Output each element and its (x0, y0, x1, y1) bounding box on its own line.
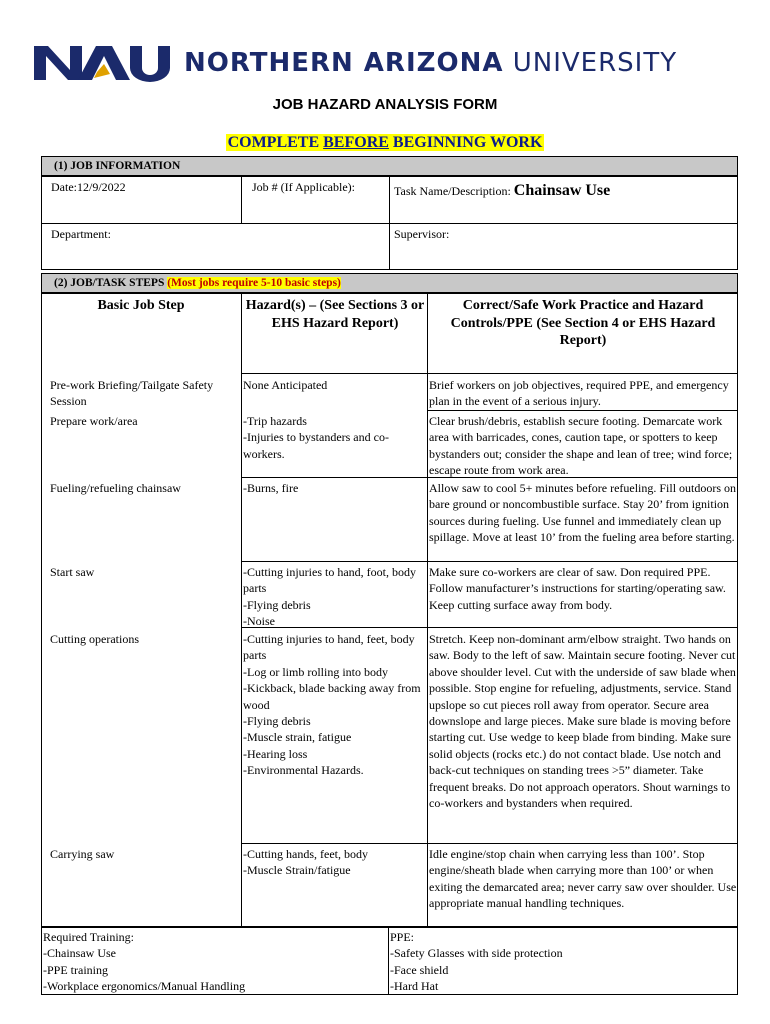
col-hazards: Hazard(s) – (See Sections 3 or EHS Hazard Report) (245, 298, 425, 331)
training-item: -Workplace ergonomics/Manual Handling (43, 979, 246, 994)
table-row-step: Fueling/refueling chainsaw (50, 481, 181, 495)
job-number-field[interactable]: Job # (If Applicable): (252, 180, 355, 194)
table-row-controls: Stretch. Keep non-dominant arm/elbow straight. Two hands on saw. Body to the left of saw. Maintain secure footing. Never cut above shoulder level. Cut with the underside of saw blade when possible. Stop engine for refueling, adjustments, service. Stand upslope so cut pieces roll away from operator. Secure area downslope and large pieces. Make sure blade is moving before starting cut. Use wedge to keep blade from binding. Make sure solid objects (rocks etc.) do not contact blade. Use notch and back-cut techniques on standing trees >5” diameter. Take frequent breaks. Do not approach operators. Shout warnings to co-workers and bystanders when required. (429, 632, 736, 811)
table-row-hazards: -Cutting injuries to hand, feet, body parts -Log or limb rolling into body -Kickback, blade backing away from wood -Flying debris -Muscle strain, fatigue -Hearing loss -Environmental Hazards. (243, 632, 421, 778)
table-row-controls: Idle engine/stop chain when carrying less than 100’. Stop engine/sheath blade when carrying more than 100’ or when exiting the demarcated area; never carry saw over shoulder. Use appropriate manual handling techniques. (429, 847, 737, 911)
training-item: -PPE training (43, 962, 108, 977)
table-row-hazards: -Burns, fire (243, 481, 299, 495)
ppe-list (390, 929, 730, 995)
table-row-step: Carrying saw (50, 847, 115, 861)
ppe-item: -Hard Hat (390, 979, 439, 994)
steps-note: (Most jobs require 5-10 basic steps) (167, 277, 341, 289)
table-row-controls: Make sure co-workers are clear of saw. Don required PPE. Follow manufacturer’s instructions for starting/operating saw. Keep cutting surface away from body. (429, 565, 726, 612)
complete-before-banner: COMPLETE BEFORE BEGINNING WORK (227, 134, 543, 151)
ppe-label: PPE: (390, 930, 415, 944)
table-row-hazards: -Trip hazards -Injuries to bystanders and co-workers. (243, 414, 389, 461)
date-field[interactable]: Date:12/9/2022 (51, 180, 126, 194)
table-row-controls: Brief workers on job objectives, required PPE, and emergency plan in the event of a serious injury. (429, 378, 729, 409)
table-row-step: Prepare work/area (50, 414, 138, 428)
training-item: -Chainsaw Use (43, 946, 116, 961)
training-label: Required Training: (43, 930, 135, 944)
nau-logo (34, 44, 734, 84)
logo-wordmark: NORTHERN ARIZONA UNIVERSITY (184, 48, 678, 78)
section-job-task-steps-heading: (2) JOB/TASK STEPS (Most jobs require 5-10 basic steps) (41, 273, 738, 294)
table-row-hazards: None Anticipated (243, 378, 328, 392)
ppe-item: -Safety Glasses with side protection (390, 946, 563, 961)
nau-logo-mark (34, 44, 174, 82)
section-job-information-heading: (1) JOB INFORMATION (41, 156, 738, 177)
task-name-field[interactable]: Task Name/Description: Chainsaw Use (394, 182, 611, 199)
task-name-value: Chainsaw Use (513, 182, 611, 199)
col-controls: Correct/Safe Work Practice and Hazard Controls/PPE (See Section 4 or EHS Hazard Report) (450, 298, 716, 348)
department-field[interactable]: Department: (51, 227, 111, 241)
table-row-step: Pre-work Briefing/Tailgate Safety Session (50, 378, 214, 409)
table-row-hazards: -Cutting injuries to hand, foot, body parts -Flying debris -Noise (243, 565, 416, 629)
ppe-item: -Face shield (390, 962, 449, 977)
table-row-step: Start saw (50, 565, 95, 579)
supervisor-field[interactable]: Supervisor: (394, 227, 450, 241)
table-row-controls: Allow saw to cool 5+ minutes before refueling. Fill outdoors on bare ground or noncombustible surface. Stay 20’ from ignition sources during fueling. Use funnel and immediately clean up spillage. Move at least 10’ from the fueling area before starting. (429, 481, 737, 545)
col-basic-job-step: Basic Job Step (97, 298, 185, 313)
form-title: JOB HAZARD ANALYSIS FORM (272, 96, 498, 113)
table-row-controls: Clear brush/debris, establish secure footing. Demarcate work area with barricades, cones, caution tape, or spotters to keep bystanders out; consider the shape and lean of tree; wind force; escape route from work area. (429, 414, 733, 478)
table-row-hazards: -Cutting hands, feet, body -Muscle Strain/fatigue (243, 847, 368, 878)
table-row-step: Cutting operations (50, 632, 139, 646)
required-training (43, 929, 383, 995)
